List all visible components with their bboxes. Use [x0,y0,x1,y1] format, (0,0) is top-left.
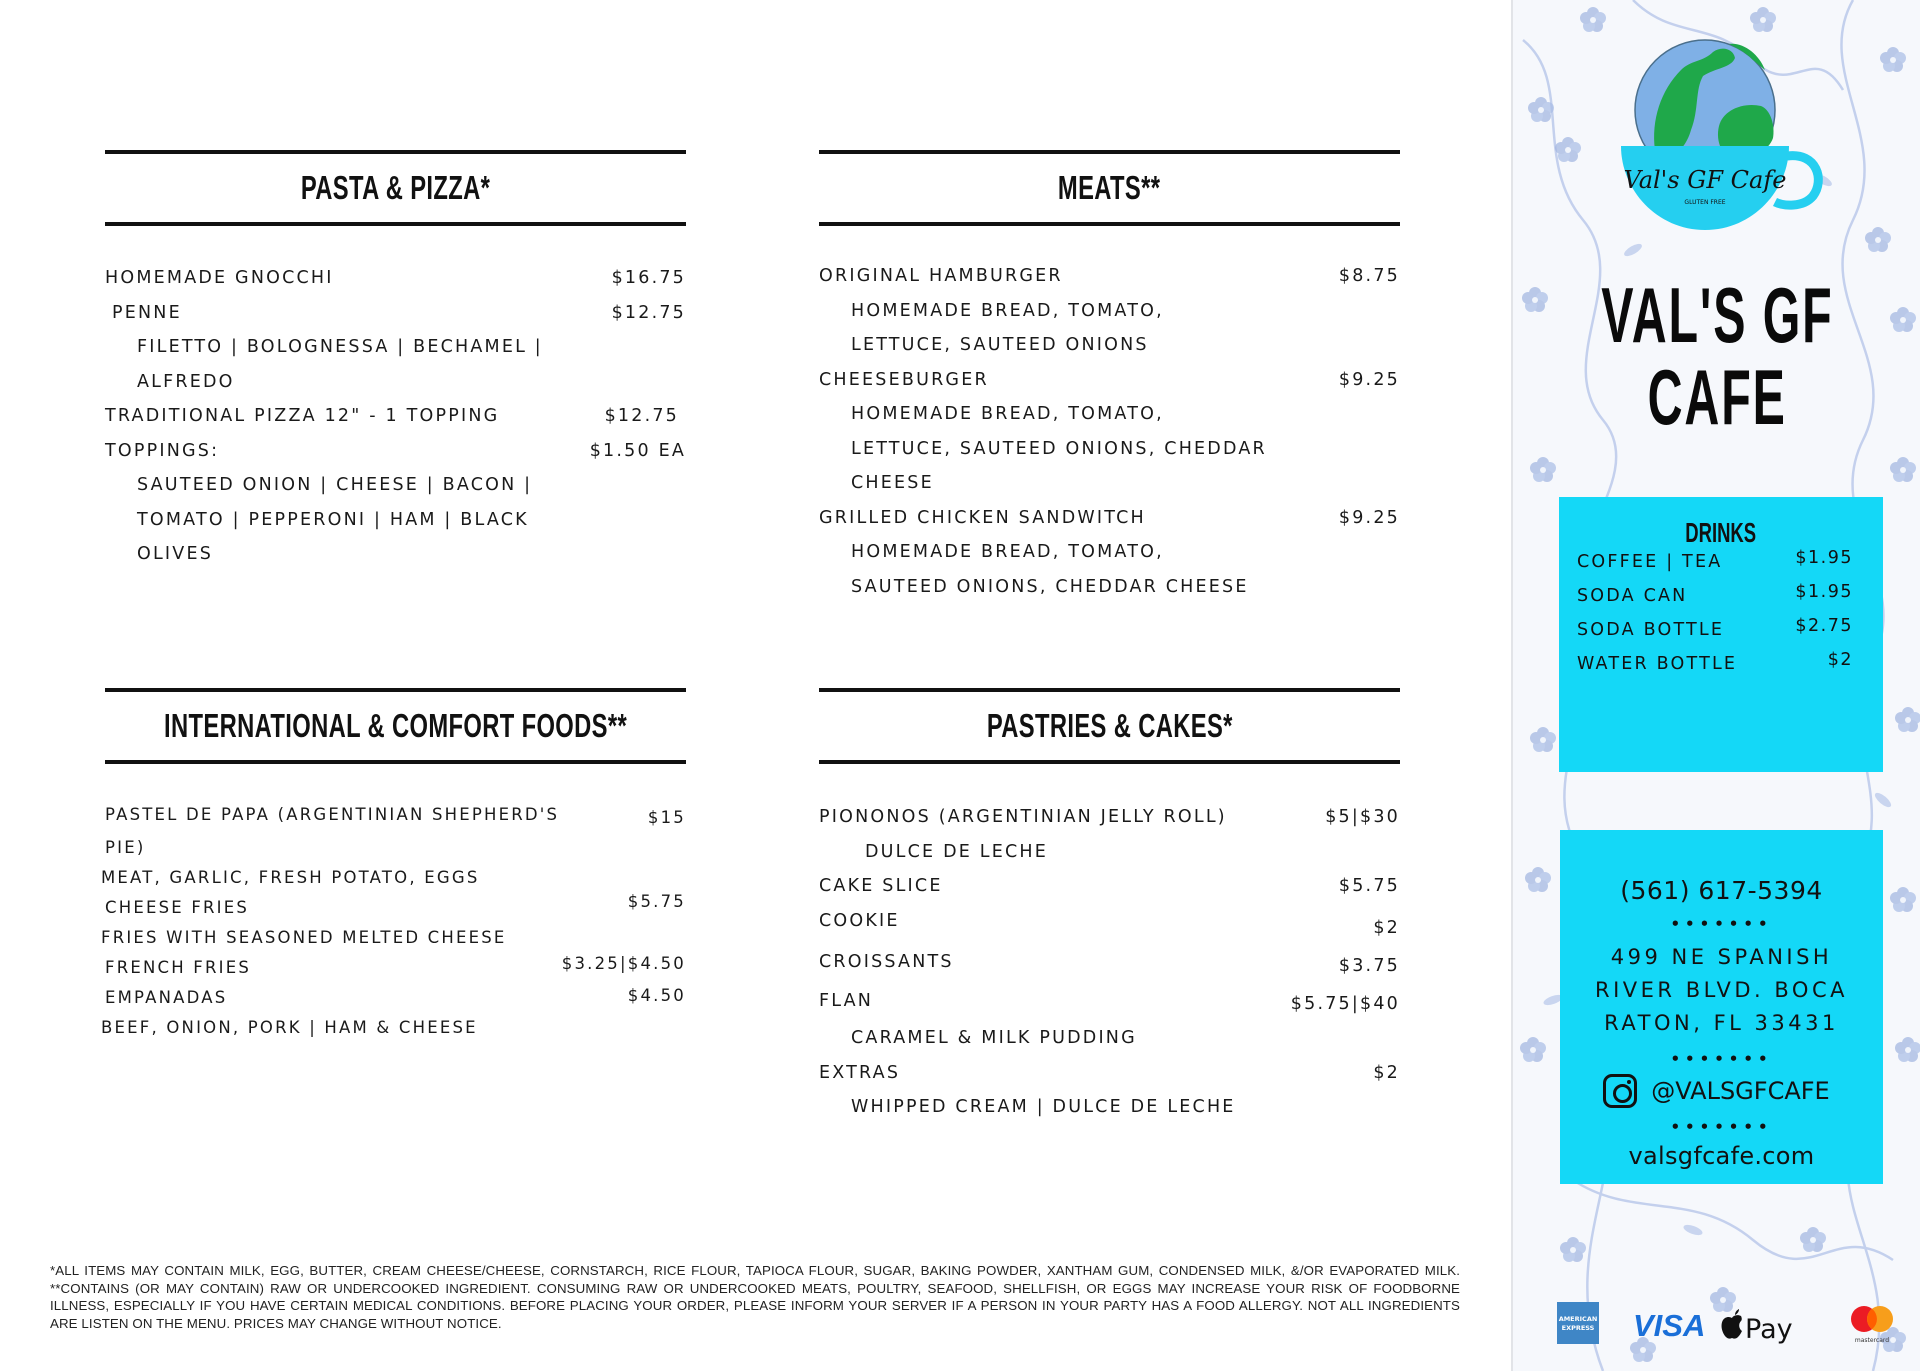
visa-icon: VISA [1633,1308,1706,1343]
item-description: FRIES WITH SEASONED MELTED CHEESE [101,928,507,947]
allergen-disclaimer: *ALL ITEMS MAY CONTAIN MILK, EGG, BUTTER, CREAM CHEESE/CHEESE, CORNSTARCH, RICE FLOUR, TAPIOCA FLOUR, SUGAR, BAKING POWDER, XANTHAM GUM, CONDENSED MILK, &/OR EVAPORATED MILK. **CONTAINS (OR MAY CONTAIN) RAW OR UNDERCOOKED INGREDIENT. CONSUMING RAW OR UNDERCOOKED MEATS, POULTRY, SEAFOOD, SHELLFISH, OR EGGS MAY INCREASE YOUR RISK OF FOODBORNE ILLNESS, ESPECIALLY IF YOU HAVE CERTAIN MEDICAL CONDITIONS. BEFORE PLACING YOUR ORDER, PLEASE INFORM YOUR SERVER IF A PERSON IN YOUR PARTY HAS A FOOD ALLERGY. NOT ALL INGREDIENTS ARE LISTEN ON THE MENU. PRICES MAY CHANGE WITHOUT NOTICE. [50,1263,1460,1331]
item-name: GRILLED CHICKEN SANDWITCH [819,507,1146,528]
item-name: PENNE [112,302,182,323]
menu-items [819,259,1400,604]
contact-box [1560,830,1883,1184]
section-meats [819,150,1400,604]
item-name: PIONONOS (ARGENTINIAN JELLY ROLL) [819,807,1227,827]
section-header [819,150,1400,226]
payment-methods [1553,1300,1913,1350]
svg-text:mastercard: mastercard [1854,1337,1890,1344]
item-description: BEEF, ONION, PORK | HAM & CHEESE [101,1018,478,1037]
drinks-list [1559,545,1883,681]
item-description: HOMEMADE BREAD, TOMATO, [851,300,1164,321]
dot-separator: ••••••• [1670,915,1773,933]
drink-price: $1.95 [1795,548,1853,568]
menu-item [819,869,1400,904]
dot-separator: ••••••• [1670,1118,1773,1136]
item-price: $15 [647,808,686,827]
item-price: $5.75 [627,892,686,911]
item-price: $5.75 [1338,876,1400,896]
item-price: $3.75 [1338,956,1400,976]
section-header [819,688,1400,764]
menu-item-description [819,466,1400,501]
section-header [105,688,686,764]
menu-item-description [819,432,1400,467]
item-description: WHIPPED CREAM | DULCE DE LECHE [851,1097,1236,1117]
item-name: TOPPINGS: [105,440,220,461]
menu-item-description [819,397,1400,432]
drinks-box [1559,497,1883,772]
item-description: MEAT, GARLIC, FRESH POTATO, EGGS [101,868,480,887]
item-description: HOMEMADE BREAD, TOMATO, [851,542,1164,562]
menu-items [105,261,686,572]
item-price: $5|$30 [1325,807,1400,827]
amex-icon [1557,1302,1599,1344]
item-name: TRADITIONAL PIZZA 12" - 1 TOPPING [105,406,500,426]
section-pastries-cakes [819,688,1400,1125]
item-name: EMPANADAS [105,988,228,1007]
item-description: FILETTO | BOLOGNESSA | BECHAMEL | [137,337,543,357]
menu-item-description [819,328,1400,363]
item-price: $9.25 [1338,507,1400,528]
item-description: SAUTEED ONIONS, CHEDDAR CHEESE [851,576,1249,597]
apple-pay-icon [1722,1309,1793,1345]
item-price: $2 [1373,1062,1400,1083]
drink-name: COFFEE | TEA [1577,552,1723,572]
item-description: LETTUCE, SAUTEED ONIONS [851,335,1149,355]
item-price: $16.75 [611,268,686,288]
menu-item-description [819,835,1400,870]
item-price: $3.25|$4.50 [561,954,686,973]
menu-item [105,434,686,469]
sidebar [1511,0,1920,1371]
brand-title-text: CAFE [1647,353,1788,441]
mastercard-icon [1851,1306,1893,1344]
menu-item-description [101,1013,686,1043]
item-name: PASTEL DE PAPA (ARGENTINIAN SHEPHERD'S [105,805,560,824]
section-title: PASTA & PIZZA* [300,169,491,206]
menu-item-description [819,570,1400,605]
drink-price: $2 [1827,650,1853,670]
drink-item [1577,613,1853,647]
item-description: CHEESE [851,473,934,493]
item-name: HOMEMADE GNOCCHI [105,268,334,288]
drink-item [1577,579,1853,613]
item-name: FLAN [819,990,874,1011]
item-name: CAKE SLICE [819,876,943,896]
instagram-icon [1603,1074,1637,1108]
section-international-comfort-foods [101,688,686,1043]
item-name: PIE) [105,838,146,857]
section-pasta-pizza [105,150,686,572]
drink-item [1577,545,1853,579]
drink-name: SODA CAN [1577,586,1688,606]
svg-text:Pay: Pay [1745,1314,1793,1345]
section-title: INTERNATIONAL & COMFORT FOODS** [163,707,628,744]
drink-price: $2.75 [1795,616,1853,636]
item-description: LETTUCE, SAUTEED ONIONS, CHEDDAR [851,438,1267,459]
address-line: 499 NE SPANISH [1610,945,1833,969]
menu-item-description [105,503,686,538]
brand-title-line2 [1513,353,1920,441]
brand-title-line1 [1513,271,1920,359]
drinks-title: DRINKS [1685,517,1757,548]
menu-item [105,800,686,833]
item-name: CROISSANTS [819,952,954,972]
menu-item [819,984,1400,1022]
phone-number[interactable]: (561) 617-5394 [1620,876,1823,905]
menu-item [819,800,1400,835]
item-description: ALFREDO [137,371,235,392]
menu-item [819,259,1400,294]
drink-item [1577,647,1853,681]
item-name: FRENCH FRIES [105,958,252,977]
item-description: HOMEMADE BREAD, TOMATO, [851,404,1164,424]
dot-separator: ••••••• [1670,1050,1773,1068]
item-description: CARAMEL & MILK PUDDING [851,1028,1137,1048]
item-price: $12.75 [611,302,686,323]
menu-items [819,800,1400,1125]
address [1560,941,1883,1040]
section-title: PASTRIES & CAKES* [986,707,1233,744]
website-link[interactable]: valsgfcafe.com [1628,1142,1815,1170]
svg-text:EXPRESS: EXPRESS [1561,1324,1595,1332]
menu-item [105,953,686,983]
item-name: COOKIE [819,910,900,931]
menu-item [819,363,1400,398]
menu-items [101,800,686,1043]
menu-item-continued [105,833,686,863]
logo-script-text: Val's GF Cafe [1623,166,1787,194]
item-price: $5.75|$40 [1290,993,1400,1014]
svg-text:AMERICAN: AMERICAN [1558,1315,1598,1323]
menu-item [105,399,686,434]
item-price: $2 [1373,917,1400,938]
drink-name: WATER BOTTLE [1577,654,1738,674]
address-line: RATON, FL 33431 [1604,1011,1839,1035]
drink-name: SODA BOTTLE [1577,620,1725,640]
logo-tagline: GLUTEN FREE [1684,199,1726,206]
item-description: SAUTEED ONION | CHEESE | BACON | [137,475,533,495]
menu-item [819,945,1400,984]
menu-item [819,904,1400,946]
section-title: MEATS** [1058,169,1161,206]
menu-item [819,501,1400,536]
instagram-handle: @VALSGFCAFE [1651,1077,1830,1105]
item-description: TOMATO | PEPPERONI | HAM | BLACK [137,509,529,530]
instagram-link[interactable] [1560,1074,1883,1108]
menu-item-description [819,1090,1400,1125]
menu-item-description [105,537,686,572]
item-name: CHEESEBURGER [819,369,989,390]
menu-item-description [819,1021,1400,1056]
item-price: $9.25 [1338,369,1400,390]
address-line: RIVER BLVD. BOCA [1595,978,1848,1002]
cafe-logo [1603,30,1843,250]
menu-item [105,261,686,296]
item-description: OLIVES [137,544,214,564]
menu-item-description [105,365,686,400]
menu-item-description [819,294,1400,329]
item-name: CHEESE FRIES [105,898,250,917]
item-price: $1.50 EA [589,440,686,461]
item-price: $4.50 [627,986,686,1005]
item-name: ORIGINAL HAMBURGER [819,266,1063,286]
menu-item-description [105,330,686,365]
section-header [105,150,686,226]
item-name: EXTRAS [819,1062,901,1083]
brand-title-text: VAL'S GF [1601,271,1834,359]
drink-price: $1.95 [1795,582,1853,602]
menu-item [105,296,686,331]
menu-item-description [101,863,686,893]
item-description: DULCE DE LECHE [865,841,1049,862]
menu-item-description [819,535,1400,570]
menu-item [105,893,686,923]
menu-item [105,983,686,1013]
item-price: $8.75 [1338,266,1400,286]
item-price: $12.75 [604,406,679,426]
menu-item [819,1056,1400,1091]
menu-item-description [105,468,686,503]
